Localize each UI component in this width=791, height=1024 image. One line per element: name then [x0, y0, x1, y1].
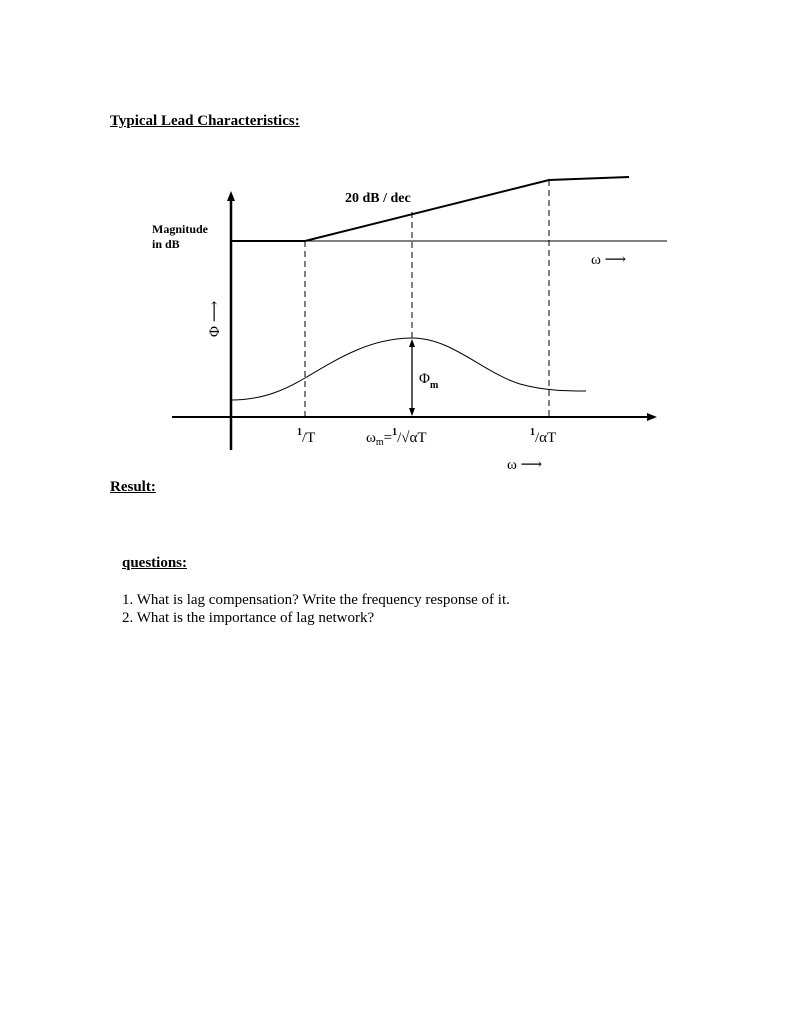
question-item: 1. What is lag compensation? Write the frequency response of it.	[122, 592, 510, 608]
questions-list	[122, 591, 510, 627]
phase-max-arrowhead-top	[409, 339, 415, 347]
result-heading: Result:	[110, 479, 156, 495]
phase-curve	[231, 338, 586, 400]
magnitude-asymptote	[231, 177, 629, 241]
horizontal-axis-arrowhead	[647, 413, 657, 421]
tick-1-over-T: $^1$/T	[297, 427, 316, 446]
slope-label: 20 dB / dec	[345, 191, 411, 206]
magnitude-label-line1: Magnitude	[152, 222, 209, 236]
magnitude-label-line2: in dB	[152, 237, 180, 251]
phase-axis-label: Φ ⟶	[207, 300, 223, 337]
tick-omega-m: $\omega_m=^1/√\alpha T$	[366, 427, 427, 448]
phase-max-arrowhead-bottom	[409, 408, 415, 416]
phase-max-label: $\Phi_m$	[419, 371, 439, 391]
questions-heading: questions:	[122, 555, 188, 571]
page-title: Typical Lead Characteristics:	[110, 113, 300, 129]
vertical-axis-arrowhead	[227, 191, 235, 201]
question-item: 2. What is the importance of lag network?	[122, 610, 375, 626]
omega-arrow-label: ω ⟶	[591, 252, 627, 268]
bottom-omega-label: ω ⟶	[507, 457, 543, 473]
tick-1-over-aT: $^1$/αT	[530, 427, 557, 446]
